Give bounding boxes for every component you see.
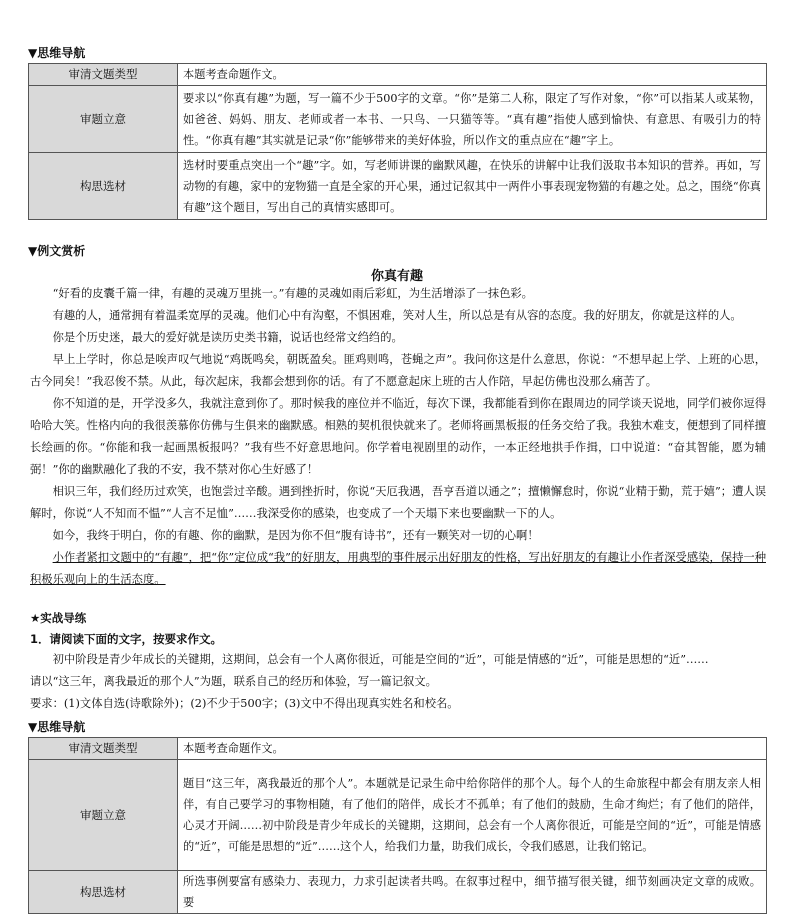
table-row xyxy=(29,738,767,760)
essay-title: 你真有趣 xyxy=(370,269,423,284)
question-requirements: 要求：(1)文体自选(诗歌除外)；(2)不少于500字；(3)文中不得出现真实姓名和校名。 xyxy=(30,697,459,710)
row-content: 所选事例要富有感染力、表现力，力求引起读者共鸣。在叙事过程中，细节描写很关键，细节刻画决定文章的成败。要 xyxy=(178,871,767,914)
row-content: 本题考查命题作文。 xyxy=(178,64,767,86)
thinking-nav-table-2 xyxy=(28,737,767,914)
table-row xyxy=(29,760,767,871)
row-content: 要求以“你真有趣”为题，写一篇不少于500字的文章。“你”是第二人称，限定了写作对象，“你”可以指某人或某物，如爸爸、妈妈、朋友、老师或者一本书、一只鸟、一只猫等等。“真有趣”指使人感到愉快、有意思、有吸引力的特性。“你真有趣”其实就是记录“你”能够带来的美好体验，所以作文的重点应在“趣”字上。 xyxy=(178,86,767,153)
question-title: 1．请阅读下面的文字，按要求作文。 xyxy=(30,632,222,646)
essay-body xyxy=(30,283,766,591)
essay-paragraph: 早上上学时，你总是唉声叹气地说“鸡既鸣矣，朝既盈矣。匪鸡则鸣，苍蝇之声”。我问你这是什么意思，你说：“不想早起上学、上班的心思，古今同矣！”我忍俊不禁。从此，每次起床，我都会想到你的话。有了不愿意起床上班的古人作陪，早起仿佛也没那么痛苦了。 xyxy=(30,353,766,388)
row-label: 审清文题类型 xyxy=(29,738,178,760)
essay-paragraph: 如今，我终于明白，你的有趣、你的幽默，是因为你不但“腹有诗书”，还有一颗笑对一切的心啊！ xyxy=(52,529,539,542)
section-heading-example-essay: ▼例文赏析 xyxy=(28,244,86,258)
row-content: 选材时要重点突出一个“趣”字。如，写老师讲课的幽默风趣，在快乐的讲解中让我们汲取书本知识的营养。再如，写动物的有趣，家中的宠物猫一直是全家的开心果，通过记叙其中一两件小事表现宠物猫的有趣之处。总之，围绕“你真有趣”这个题目，写出自己的真情实感即可。 xyxy=(178,153,767,220)
question-body xyxy=(30,649,766,715)
section-heading-thinking-nav-2: ▼思维导航 xyxy=(28,720,86,734)
row-content: 本题考查命题作文。 xyxy=(178,738,767,760)
thinking-nav-table xyxy=(28,63,767,220)
question-prompt: 初中阶段是青少年成长的关键期，这期间，总会有一个人离你很近，可能是空间的“近”，可能是情感的“近”，可能是思想的“近”…… xyxy=(52,653,709,666)
row-label: 构思选材 xyxy=(29,871,178,914)
essay-paragraph: 你是个历史迷，最大的爱好就是读历史类书籍，说话也经常文绉绉的。 xyxy=(52,331,403,344)
essay-paragraph: 有趣的人，通常拥有着温柔宽厚的灵魂。他们心中有沟壑，不惧困难，笑对人生，所以总是有从容的态度。我的好朋友，你就是这样的人。 xyxy=(52,309,742,322)
row-label: 审清文题类型 xyxy=(29,64,178,86)
essay-paragraph: 相识三年，我们经历过欢笑，也饱尝过辛酸。遇到挫折时，你说“天厄我遇，吾亨吾道以通之”；擅懒懈怠时，你说“业精于勤，荒于嬉”；遭人误解时，你说“人不知而不愠”“人言不足恤”……我深受你的感染，也变成了一个天塌下来也要幽默一下的人。 xyxy=(30,485,766,520)
essay-paragraph: “好看的皮囊千篇一律，有趣的灵魂万里挑一。”有趣的灵魂如雨后彩虹，为生活增添了一抹色彩。 xyxy=(52,287,533,300)
section-heading-thinking-nav: ▼思维导航 xyxy=(28,46,86,60)
essay-commentary: 小作者紧扣文题中的“有趣”，把“你”定位成“我”的好朋友，用典型的事件展示出好朋友的性格，写出好朋友的有趣让小作者深受感染，保持一种积极乐观向上的生活态度。 xyxy=(30,551,766,586)
table-row xyxy=(29,86,767,153)
row-label: 构思选材 xyxy=(29,153,178,220)
row-label: 审题立意 xyxy=(29,760,178,871)
table-row xyxy=(29,64,767,86)
table-row xyxy=(29,871,767,914)
row-content: 题目“这三年，离我最近的那个人”。本题就是记录生命中给你陪伴的那个人。每个人的生命旅程中都会有朋友亲人相伴，有自己要学习的事物相随，有了他们的陪伴，成长才不孤单；有了他们的鼓励，生命才绚烂；有了他们的陪伴，心灵才开阔……初中阶段是青少年成长的关键期，这期间，总会有一个人离你很近，可能是空间的“近”，可能是情感的“近”，可能是思想的“近”……这个人，给我们力量，助我们成长，令我们感恩，让我们铭记。 xyxy=(178,760,767,871)
question-instruction: 请以“这三年，离我最近的那个人”为题，联系自己的经历和体验，写一篇记叙文。 xyxy=(30,675,437,688)
essay-paragraph: 你不知道的是，开学没多久，我就注意到你了。那时候我的座位并不临近，每次下课，我都能看到你在跟周边的同学谈天说地，同学们被你逗得哈哈大笑。性格内向的我很羡慕你仿佛与生俱来的幽默感。相熟的契机很快就来了。老师将画黑板报的任务交给了我。我独木难支，便想到了同样擅长绘画的你。“你能和我一起画黑板报吗？”我有些不好意思地问。你学着电视剧里的动作，一本正经地拱手作揖，口中说道：“奋其智能，愿为辅弼！”你的幽默融化了我的不安，我不禁对你心生好感了！ xyxy=(30,397,766,476)
table-row xyxy=(29,153,767,220)
row-label: 审题立意 xyxy=(29,86,178,153)
section-heading-practice: ★实战导练 xyxy=(30,611,87,625)
